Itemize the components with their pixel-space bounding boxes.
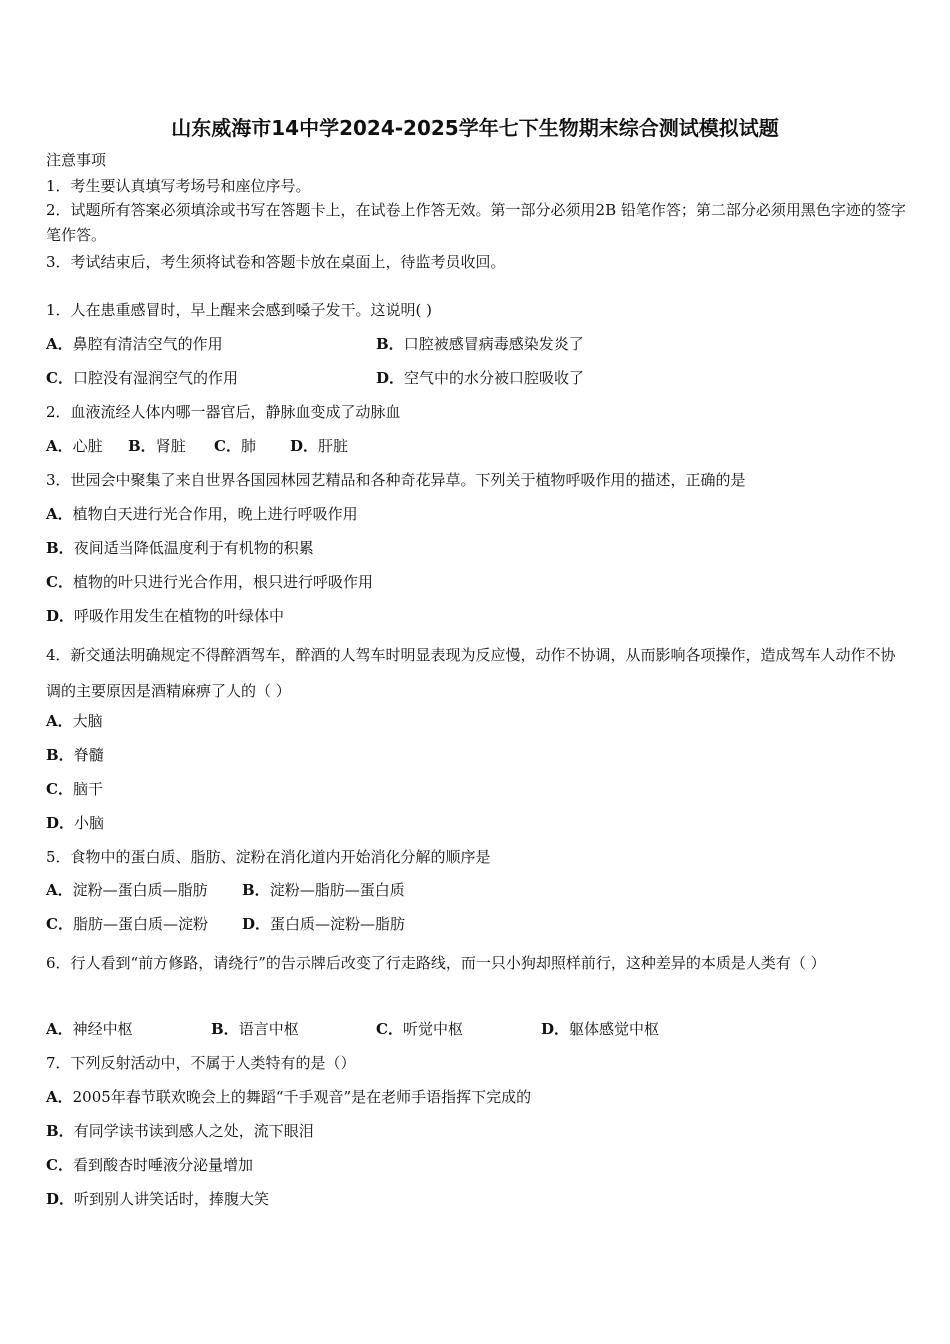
question-4-option-c <box>46 779 103 799</box>
notice-item-2: 2．试题所有答案必须填涂或书写在答题卡上，在试卷上作答无效。第一部分必须用2B 铅笔作答；第二部分必须用黑色字迹的签字笔作答。 <box>46 201 906 244</box>
question-5-option-d <box>242 914 405 934</box>
question-4-option-d <box>46 813 104 833</box>
option-text: 听觉中枢 <box>402 1020 463 1038</box>
question-7-option-a <box>46 1087 531 1107</box>
question-7-stem: 7．下列反射活动中，不属于人类特有的是（） <box>46 1054 356 1072</box>
option-text: 口腔没有湿润空气的作用 <box>72 369 238 387</box>
option-text: 肾脏 <box>155 437 186 455</box>
option-label: C． <box>46 573 73 591</box>
question-7-option-c <box>46 1155 253 1175</box>
option-text: 肺 <box>240 437 256 455</box>
question-6-option-b <box>211 1019 299 1039</box>
option-text: 淀粉—脂肪—蛋白质 <box>269 881 405 899</box>
option-text: 脑干 <box>72 780 103 798</box>
question-1-option-c <box>46 368 238 388</box>
option-label: C． <box>46 369 73 387</box>
question-3-option-d <box>46 606 284 626</box>
question-7-option-b <box>46 1121 314 1141</box>
question-6-option-c <box>376 1019 463 1039</box>
option-text: 小脑 <box>74 814 105 832</box>
option-text: 蛋白质—淀粉—脂肪 <box>270 915 406 933</box>
option-label: B． <box>46 1122 74 1140</box>
question-6-stem: 6．行人看到“前方修路，请绕行”的告示牌后改变了行走路线，而一只小狗却照样前行，这种差异的本质是人类有（ ） <box>46 954 826 972</box>
option-text: 有同学读书读到感人之处，流下眼泪 <box>73 1122 314 1140</box>
option-text: 心脏 <box>72 437 103 455</box>
question-1-option-b <box>376 334 584 354</box>
option-text: 肝脏 <box>318 437 349 455</box>
option-text: 口腔被感冒病毒感染发炎了 <box>403 335 584 353</box>
option-text: 听到别人讲笑话时，捧腹大笑 <box>74 1190 270 1208</box>
question-5-option-b <box>242 880 405 900</box>
option-text: 大脑 <box>72 712 103 730</box>
option-label: C． <box>376 1020 403 1038</box>
document-title: 山东威海市14中学2024-2025学年七下生物期末综合测试模拟试题 <box>171 116 779 140</box>
option-label: A． <box>46 437 73 455</box>
question-5-stem: 5．食物中的蛋白质、脂肪、淀粉在消化道内开始消化分解的顺序是 <box>46 848 491 866</box>
option-label: C． <box>214 437 241 455</box>
option-label: D． <box>46 814 75 832</box>
option-label: C． <box>46 780 73 798</box>
question-1-option-a <box>46 334 223 354</box>
option-label: B． <box>376 335 404 353</box>
question-6-option-d <box>541 1019 659 1039</box>
option-text: 看到酸杏时唾液分泌量增加 <box>72 1156 253 1174</box>
option-text: 植物的叶只进行光合作用，根只进行呼吸作用 <box>72 573 373 591</box>
question-2-option-b <box>128 436 186 456</box>
question-2-option-a <box>46 436 103 456</box>
option-label: A． <box>46 1020 73 1038</box>
question-4-option-b <box>46 745 104 765</box>
option-label: C． <box>46 915 73 933</box>
option-label: A． <box>46 1088 73 1106</box>
option-label: B． <box>128 437 156 455</box>
option-text: 淀粉—蛋白质—脂肪 <box>72 881 208 899</box>
option-text: 空气中的水分被口腔吸收了 <box>404 369 585 387</box>
option-label: C． <box>46 1156 73 1174</box>
question-2-option-c <box>214 436 256 456</box>
option-label: B． <box>46 746 74 764</box>
notice-heading: 注意事项 <box>46 151 107 169</box>
question-2-option-d <box>290 436 348 456</box>
option-text: 躯体感觉中枢 <box>569 1020 660 1038</box>
option-text: 脂肪—蛋白质—淀粉 <box>72 915 208 933</box>
question-6-option-a <box>46 1019 133 1039</box>
option-label: D． <box>242 915 271 933</box>
question-7-option-d <box>46 1189 269 1209</box>
question-4-stem: 4．新交通法明确规定不得醉酒驾车，醉酒的人驾车时明显表现为反应慢，动作不协调，从而影响各项操作，造成驾车人动作不协调的主要原因是酒精麻痹了人的（ ） <box>46 646 896 700</box>
notice-item-1: 1．考生要认真填写考场号和座位序号。 <box>46 177 311 195</box>
option-text: 神经中枢 <box>72 1020 133 1038</box>
option-label: A． <box>46 335 73 353</box>
option-label: D． <box>46 607 75 625</box>
option-label: B． <box>46 539 74 557</box>
option-label: D． <box>541 1020 570 1038</box>
question-3-stem: 3．世园会中聚集了来自世界各国园林园艺精品和各种奇花异草。下列关于植物呼吸作用的描述，正确的是 <box>46 471 746 489</box>
option-label: D． <box>46 1190 75 1208</box>
option-text: 呼吸作用发生在植物的叶绿体中 <box>74 607 285 625</box>
question-4-option-a <box>46 711 103 731</box>
question-1-stem: 1．人在患重感冒时，早上醒来会感到嗓子发干。这说明( ) <box>46 301 433 319</box>
question-2-stem: 2．血液流经人体内哪一器官后，静脉血变成了动脉血 <box>46 403 401 421</box>
option-label: A． <box>46 881 73 899</box>
option-label: A． <box>46 712 73 730</box>
option-label: D． <box>290 437 319 455</box>
option-text: 夜间适当降低温度利于有机物的积累 <box>73 539 314 557</box>
question-3-option-c <box>46 572 373 592</box>
question-5-option-a <box>46 880 208 900</box>
notice-item-3: 3．考试结束后，考生须将试卷和答题卡放在桌面上，待监考员收回。 <box>46 253 506 271</box>
option-text: 鼻腔有清洁空气的作用 <box>72 335 223 353</box>
option-label: B． <box>211 1020 239 1038</box>
option-text: 2005年春节联欢晚会上的舞蹈“千手观音”是在老师手语指挥下完成的 <box>72 1088 532 1106</box>
option-label: B． <box>242 881 270 899</box>
option-text: 植物白天进行光合作用，晚上进行呼吸作用 <box>72 505 358 523</box>
option-text: 语言中枢 <box>238 1020 299 1038</box>
question-1-option-d <box>376 368 584 388</box>
question-5-option-c <box>46 914 208 934</box>
question-3-option-a <box>46 504 358 524</box>
option-label: D． <box>376 369 405 387</box>
option-label: A． <box>46 505 73 523</box>
question-3-option-b <box>46 538 314 558</box>
option-text: 脊髓 <box>73 746 104 764</box>
